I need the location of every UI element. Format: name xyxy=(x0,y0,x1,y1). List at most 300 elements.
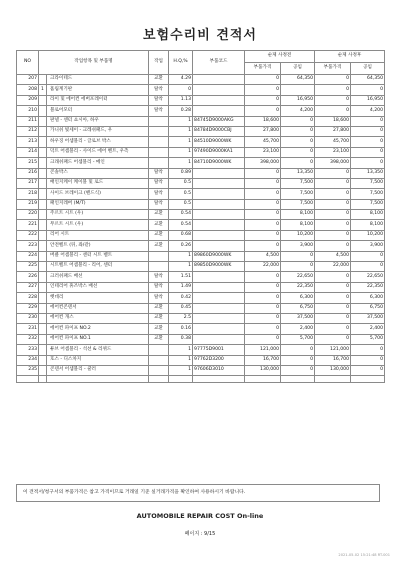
row-part-code xyxy=(193,334,245,344)
row-part-price-before: 4,500 xyxy=(245,251,281,261)
row-part-code xyxy=(193,220,245,230)
row-part-price-before: 0 xyxy=(245,85,281,95)
table-row xyxy=(17,137,385,147)
row-labor-after: 0 xyxy=(351,137,385,147)
row-part-price-after: 0 xyxy=(315,282,351,292)
row-part-code xyxy=(193,85,245,95)
row-work-type: 탈착 xyxy=(149,199,169,209)
empty-cell xyxy=(315,376,351,383)
row-hq: 2.5 xyxy=(169,313,193,323)
row-labor-after: 2,400 xyxy=(351,324,385,334)
table-row xyxy=(17,345,385,355)
row-labor-before xyxy=(281,85,315,95)
row-labor-before: 4,200 xyxy=(281,106,315,116)
row-no: 219 xyxy=(17,199,39,209)
row-hq: 0.5 xyxy=(169,199,193,209)
row-labor-after: 0 xyxy=(351,126,385,136)
row-work-type: 탈착 xyxy=(149,95,169,105)
row-part-price-after: 0 xyxy=(315,199,351,209)
row-part-price-before: 121,000 xyxy=(245,345,281,355)
row-hq: 1 xyxy=(169,126,193,136)
row-flag xyxy=(39,251,47,261)
row-no: 212 xyxy=(17,126,39,136)
row-flag xyxy=(39,137,47,147)
row-item-name: 흡림계기판 xyxy=(47,85,149,95)
table-row xyxy=(17,147,385,157)
row-labor-before: 0 xyxy=(281,116,315,126)
row-part-code xyxy=(193,282,245,292)
empty-cell xyxy=(193,376,245,383)
row-labor-after: 10,200 xyxy=(351,230,385,240)
row-hq: 1 xyxy=(169,251,193,261)
col-labor-after: 공임 xyxy=(351,63,385,75)
row-part-code xyxy=(193,313,245,323)
row-labor-before: 7,500 xyxy=(281,189,315,199)
table-row xyxy=(17,282,385,292)
row-labor-after: 16,950 xyxy=(351,95,385,105)
row-work-type xyxy=(149,126,169,136)
row-no: 220 xyxy=(17,210,39,220)
row-flag xyxy=(39,334,47,344)
row-part-price-before: 0 xyxy=(245,313,281,323)
row-labor-before: 6,300 xyxy=(281,293,315,303)
row-labor-after: 4,200 xyxy=(351,106,385,116)
row-part-code: 97762D3200 xyxy=(193,355,245,365)
row-flag xyxy=(39,355,47,365)
row-labor-after: 3,900 xyxy=(351,241,385,251)
row-flag xyxy=(39,324,47,334)
row-labor-before: 3,900 xyxy=(281,241,315,251)
row-part-code xyxy=(193,230,245,240)
table-row xyxy=(17,210,385,220)
row-hq: 1 xyxy=(169,355,193,365)
row-part-price-before: 398,000 xyxy=(245,158,281,168)
row-hq: 1 xyxy=(169,158,193,168)
row-labor-before: 0 xyxy=(281,355,315,365)
row-flag xyxy=(39,126,47,136)
row-part-code: 97490D9000KA1 xyxy=(193,147,245,157)
row-flag xyxy=(39,178,47,188)
table-row xyxy=(17,293,385,303)
row-flag xyxy=(39,210,47,220)
row-flag xyxy=(39,230,47,240)
row-labor-before: 0 xyxy=(281,147,315,157)
row-work-type: 탈착 xyxy=(149,282,169,292)
row-item-name: 헷데리 xyxy=(47,293,149,303)
row-part-price-after: 18,600 xyxy=(315,116,351,126)
row-part-code xyxy=(193,75,245,85)
row-no: 211 xyxy=(17,116,39,126)
row-work-type: 탈착 xyxy=(149,85,169,95)
table-row xyxy=(17,158,385,168)
row-labor-before: 10,200 xyxy=(281,230,315,240)
row-no: 207 xyxy=(17,75,39,85)
row-no: 218 xyxy=(17,189,39,199)
row-part-price-after: 45,700 xyxy=(315,137,351,147)
row-labor-after: 0 xyxy=(351,116,385,126)
row-labor-after: 64,350 xyxy=(351,75,385,85)
row-item-name: 버클 어셈블리 - 센터 시트 벨트 xyxy=(47,251,149,261)
row-part-price-before: 0 xyxy=(245,178,281,188)
col-labor-before: 공임 xyxy=(281,63,315,75)
row-hq: 1 xyxy=(169,137,193,147)
row-work-type: 탈착 xyxy=(149,293,169,303)
row-no: 221 xyxy=(17,220,39,230)
row-no: 230 xyxy=(17,313,39,323)
row-item-name: 에어컨 파이프 NO.1 xyxy=(47,334,149,344)
row-item-name: 에어컨 파이프 NO.2 xyxy=(47,324,149,334)
row-part-code xyxy=(193,272,245,282)
row-part-price-before: 23,100 xyxy=(245,147,281,157)
row-labor-after: 37,500 xyxy=(351,313,385,323)
row-work-type xyxy=(149,251,169,261)
col-part-price-before: 부품가격 xyxy=(245,63,281,75)
empty-cell xyxy=(281,376,315,383)
row-flag xyxy=(39,189,47,199)
row-labor-after: 7,500 xyxy=(351,189,385,199)
row-part-code xyxy=(193,106,245,116)
row-hq: 1.51 xyxy=(169,272,193,282)
table-row xyxy=(17,355,385,365)
row-item-name: 시트벨트 어셈블리 - 리어, 센터 xyxy=(47,262,149,272)
price-notice: 이 견적서/청구서의 부품가격은 참고 가격이므로 거래일 기준 실거래가격을 확인하여 사용하시기 바랍니다. xyxy=(16,484,380,502)
row-labor-before: 16,950 xyxy=(281,95,315,105)
row-item-name: 하우징 어셈블리 - 글로브 박스 xyxy=(47,137,149,147)
row-hq: 1 xyxy=(169,345,193,355)
row-flag xyxy=(39,241,47,251)
row-labor-before: 37,500 xyxy=(281,313,315,323)
table-row xyxy=(17,303,385,313)
row-work-type xyxy=(149,158,169,168)
row-labor-before: 0 xyxy=(281,137,315,147)
row-labor-before: 7,500 xyxy=(281,178,315,188)
row-flag xyxy=(39,158,47,168)
row-hq: 0.54 xyxy=(169,210,193,220)
row-item-name: 크래쉬패드 어셈블리 - 메인 xyxy=(47,158,149,168)
print-stamp: 2021-05-02 15:21:48 RT-001 xyxy=(338,553,390,557)
row-part-code xyxy=(193,303,245,313)
row-labor-before: 8,100 xyxy=(281,210,315,220)
row-part-price-before: 0 xyxy=(245,75,281,85)
row-part-code xyxy=(193,199,245,209)
table-row xyxy=(17,241,385,251)
row-part-price-before: 27,800 xyxy=(245,126,281,136)
row-part-price-before: 18,600 xyxy=(245,116,281,126)
row-labor-before: 22,350 xyxy=(281,282,315,292)
row-hq: 0.16 xyxy=(169,324,193,334)
table-row xyxy=(17,85,385,95)
row-flag xyxy=(39,95,47,105)
row-labor-after: 22,350 xyxy=(351,282,385,292)
estimate-rows xyxy=(17,75,385,383)
row-hq: 1 xyxy=(169,116,193,126)
row-flag xyxy=(39,75,47,85)
row-flag xyxy=(39,262,47,272)
row-flag xyxy=(39,147,47,157)
row-labor-after: 7,500 xyxy=(351,178,385,188)
row-no: 222 xyxy=(17,230,39,240)
empty-cell xyxy=(39,376,47,383)
row-work-type: 탈착 xyxy=(149,168,169,178)
row-labor-before: 0 xyxy=(281,365,315,375)
row-flag: 1 xyxy=(39,85,47,95)
row-flag xyxy=(39,303,47,313)
row-work-type: 교환 xyxy=(149,334,169,344)
row-part-price-before: 0 xyxy=(245,303,281,313)
row-part-price-after: 398,000 xyxy=(315,158,351,168)
row-hq: 1.49 xyxy=(169,282,193,292)
row-item-name: 블로어모터 xyxy=(47,106,149,116)
table-row xyxy=(17,220,385,230)
row-labor-before: 13,350 xyxy=(281,168,315,178)
row-part-code xyxy=(193,95,245,105)
row-labor-after: 13,350 xyxy=(351,168,385,178)
row-labor-after: 0 xyxy=(351,365,385,375)
col-part-price-after: 부품가격 xyxy=(315,63,351,75)
row-work-type: 탈착 xyxy=(149,189,169,199)
row-part-price-before: 0 xyxy=(245,230,281,240)
row-hq: 0.54 xyxy=(169,220,193,230)
row-flag xyxy=(39,345,47,355)
row-part-price-after: 0 xyxy=(315,75,351,85)
row-part-price-after: 4,500 xyxy=(315,251,351,261)
row-no: 217 xyxy=(17,178,39,188)
row-hq: 0.28 xyxy=(169,106,193,116)
row-no: 210 xyxy=(17,106,39,116)
row-labor-before: 0 xyxy=(281,345,315,355)
row-flag xyxy=(39,365,47,375)
row-labor-before: 7,500 xyxy=(281,199,315,209)
row-labor-before: 8,100 xyxy=(281,220,315,230)
row-part-price-before: 0 xyxy=(245,282,281,292)
row-part-code xyxy=(193,241,245,251)
row-item-name: 튜브 어셈블리 - 석션 & 리퀴드 xyxy=(47,345,149,355)
row-no: 224 xyxy=(17,251,39,261)
row-part-price-before: 0 xyxy=(245,95,281,105)
row-no: 208 xyxy=(17,85,39,95)
table-row xyxy=(17,324,385,334)
row-part-price-before: 0 xyxy=(245,189,281,199)
group-before-header: 순제 사정전 xyxy=(245,51,315,63)
row-item-name: 안전벨트 (뒤, 좌/같) xyxy=(47,241,149,251)
row-part-price-after: 0 xyxy=(315,313,351,323)
row-no: 235 xyxy=(17,365,39,375)
empty-cell xyxy=(245,376,281,383)
row-part-price-after: 0 xyxy=(315,272,351,282)
table-row xyxy=(17,251,385,261)
row-part-code: 84710D9000WK xyxy=(193,158,245,168)
row-work-type: 탈착 xyxy=(149,178,169,188)
row-work-type: 탈착 xyxy=(149,106,169,116)
row-no: 228 xyxy=(17,293,39,303)
row-hq: 4.29 xyxy=(169,75,193,85)
row-work-type xyxy=(149,365,169,375)
row-flag xyxy=(39,313,47,323)
row-hq: 1 xyxy=(169,262,193,272)
row-part-price-after: 130,000 xyxy=(315,365,351,375)
row-labor-after: 0 xyxy=(351,345,385,355)
row-no: 225 xyxy=(17,262,39,272)
row-flag xyxy=(39,220,47,230)
row-part-price-after: 16,700 xyxy=(315,355,351,365)
row-part-price-after: 0 xyxy=(315,324,351,334)
row-hq: 0.5 xyxy=(169,189,193,199)
row-item-name: 덕트 어셈블리 - 사이드 에어 벤트, 우측 xyxy=(47,147,149,157)
row-flag xyxy=(39,116,47,126)
row-item-name: 인테리어 휴즈박스 배선 xyxy=(47,282,149,292)
row-part-price-before: 0 xyxy=(245,210,281,220)
row-part-price-after: 0 xyxy=(315,106,351,116)
row-labor-after: 8,100 xyxy=(351,220,385,230)
table-row xyxy=(17,95,385,105)
col-no-header: NO xyxy=(17,51,39,75)
row-labor-before: 2,400 xyxy=(281,324,315,334)
empty-cell xyxy=(149,376,169,383)
row-labor-after: 0 xyxy=(351,85,385,95)
row-part-code xyxy=(193,293,245,303)
row-work-type xyxy=(149,262,169,272)
col-work-header: 작업 xyxy=(149,51,169,75)
row-part-price-after: 121,000 xyxy=(315,345,351,355)
row-no: 223 xyxy=(17,241,39,251)
row-part-code: 84510D9000WK xyxy=(193,137,245,147)
row-no: 209 xyxy=(17,95,39,105)
row-item-name: 에어컨 개스 xyxy=(47,313,149,323)
row-labor-before: 64,350 xyxy=(281,75,315,85)
row-labor-after: 0 xyxy=(351,262,385,272)
col-item-header: 작업항목 및 부품명 xyxy=(39,51,149,75)
row-labor-before: 0 xyxy=(281,262,315,272)
row-item-name: 주르트 시트 (우) xyxy=(47,210,149,220)
row-work-type: 교환 xyxy=(149,210,169,220)
row-item-name: 콘덴서 어셈블리 - 쿨러 xyxy=(47,365,149,375)
empty-cell xyxy=(351,376,385,383)
table-row xyxy=(17,272,385,282)
row-part-code xyxy=(193,168,245,178)
row-part-price-after: 0 xyxy=(315,85,351,95)
row-labor-before: 0 xyxy=(281,251,315,261)
row-part-code: 84745D9000AKG xyxy=(193,116,245,126)
row-work-type xyxy=(149,137,169,147)
row-part-price-before: 130,000 xyxy=(245,365,281,375)
row-no: 215 xyxy=(17,158,39,168)
row-work-type: 교환 xyxy=(149,220,169,230)
row-part-price-after: 0 xyxy=(315,230,351,240)
row-part-price-before: 0 xyxy=(245,272,281,282)
row-part-price-before: 0 xyxy=(245,168,281,178)
row-labor-after: 6,750 xyxy=(351,303,385,313)
row-flag xyxy=(39,199,47,209)
row-work-type: 교환 xyxy=(149,75,169,85)
table-row xyxy=(17,262,385,272)
row-no: 232 xyxy=(17,334,39,344)
row-hq: 0 xyxy=(169,85,193,95)
row-part-price-before: 0 xyxy=(245,106,281,116)
empty-cell xyxy=(169,376,193,383)
table-row xyxy=(17,178,385,188)
row-labor-after: 0 xyxy=(351,158,385,168)
row-no: 213 xyxy=(17,137,39,147)
row-flag xyxy=(39,293,47,303)
table-row xyxy=(17,106,385,116)
row-work-type: 탈착 xyxy=(149,272,169,282)
row-part-price-after: 0 xyxy=(315,220,351,230)
row-hq: 0.45 xyxy=(169,303,193,313)
row-labor-after: 0 xyxy=(351,355,385,365)
row-work-type xyxy=(149,345,169,355)
row-part-code xyxy=(193,210,245,220)
row-part-price-after: 0 xyxy=(315,303,351,313)
row-part-price-after: 0 xyxy=(315,168,351,178)
row-labor-after: 0 xyxy=(351,251,385,261)
row-item-name: 패인지레버 (M/T) xyxy=(47,199,149,209)
row-item-name: 배인지케이 케이블 및 로드 xyxy=(47,178,149,188)
row-no: 229 xyxy=(17,303,39,313)
row-hq: 0.42 xyxy=(169,293,193,303)
row-hq: 1 xyxy=(169,365,193,375)
row-hq: 1 xyxy=(169,147,193,157)
row-labor-after: 0 xyxy=(351,147,385,157)
row-part-code xyxy=(193,189,245,199)
row-part-price-after: 23,100 xyxy=(315,147,351,157)
table-row xyxy=(17,199,385,209)
col-hq-header: H.Q,% xyxy=(169,51,193,75)
row-item-name: 콘솔박스 xyxy=(47,168,149,178)
row-flag xyxy=(39,282,47,292)
row-part-price-after: 0 xyxy=(315,293,351,303)
table-row xyxy=(17,189,385,199)
table-row xyxy=(17,334,385,344)
row-part-code xyxy=(193,178,245,188)
col-code-header: 부품코드 xyxy=(193,51,245,75)
row-labor-after: 8,100 xyxy=(351,210,385,220)
row-part-price-before: 0 xyxy=(245,199,281,209)
row-hq: 0.89 xyxy=(169,168,193,178)
row-item-name: 사이드 브레이크 (핸드식) xyxy=(47,189,149,199)
footer-title: AUTOMOBILE REPAIR COST On-line xyxy=(136,512,264,520)
row-work-type xyxy=(149,116,169,126)
row-labor-before: 5,700 xyxy=(281,334,315,344)
row-work-type: 교환 xyxy=(149,303,169,313)
row-hq: 0.26 xyxy=(169,241,193,251)
row-part-code xyxy=(193,324,245,334)
row-no: 214 xyxy=(17,147,39,157)
row-item-name: 판넬 - 센터 쇼시아, 하우 xyxy=(47,116,149,126)
row-flag xyxy=(39,106,47,116)
row-hq: 1.13 xyxy=(169,95,193,105)
row-item-name: 호스 - 디스차지 xyxy=(47,355,149,365)
row-no: 234 xyxy=(17,355,39,365)
row-labor-before: 0 xyxy=(281,158,315,168)
row-part-price-after: 0 xyxy=(315,178,351,188)
row-part-code: 89850D9000WK xyxy=(193,262,245,272)
row-no: 231 xyxy=(17,324,39,334)
row-part-code: 84784D9000CBJ xyxy=(193,126,245,136)
group-after-header: 순제 사정후 xyxy=(315,51,385,63)
table-row-empty xyxy=(17,376,385,383)
row-part-price-before: 22,000 xyxy=(245,262,281,272)
row-part-price-after: 22,000 xyxy=(315,262,351,272)
row-work-type xyxy=(149,355,169,365)
row-hq: 0.5 xyxy=(169,178,193,188)
row-labor-before: 22,650 xyxy=(281,272,315,282)
row-no: 227 xyxy=(17,282,39,292)
row-part-price-after: 0 xyxy=(315,241,351,251)
row-part-price-before: 0 xyxy=(245,220,281,230)
row-part-price-before: 0 xyxy=(245,324,281,334)
row-no: 233 xyxy=(17,345,39,355)
row-part-price-before: 0 xyxy=(245,241,281,251)
